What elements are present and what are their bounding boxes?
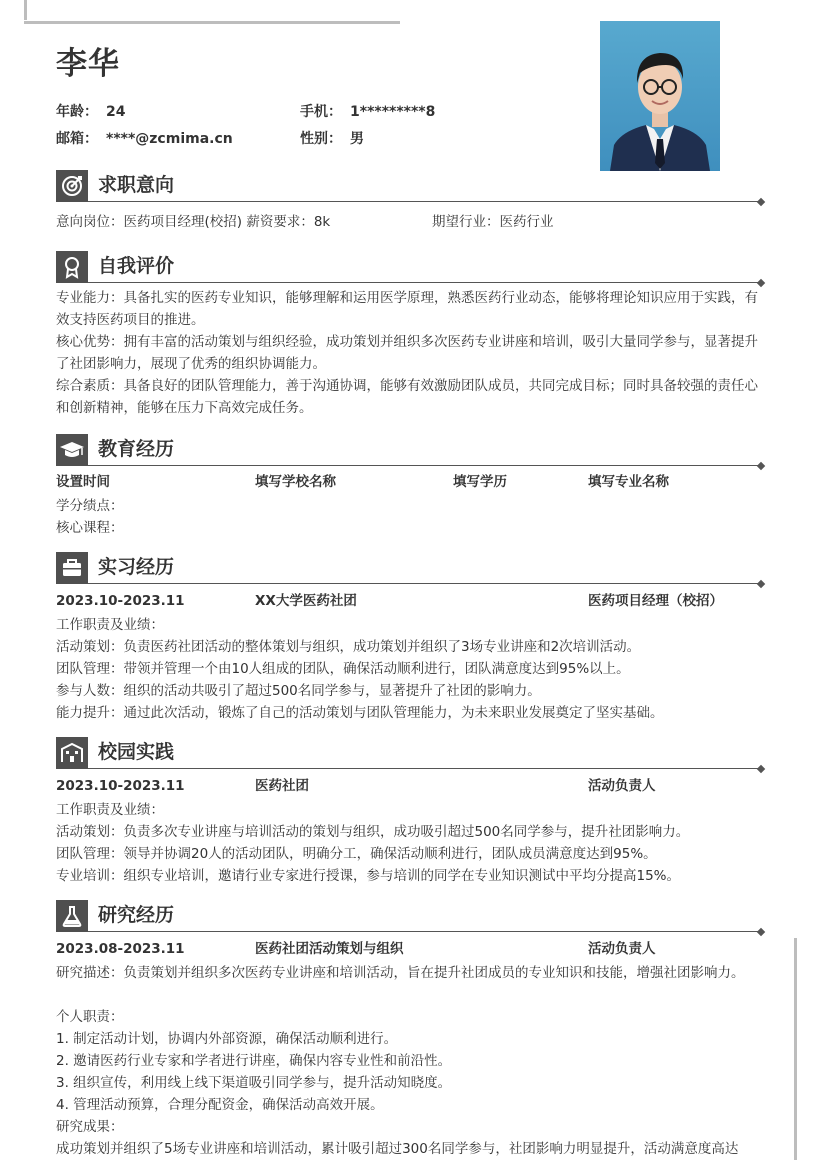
badge-icon bbox=[56, 251, 88, 283]
internship-role: 医药项目经理（校招） bbox=[588, 593, 723, 609]
age-label: 年龄： bbox=[56, 104, 98, 120]
gender-value: 男 bbox=[350, 131, 364, 147]
campus-organization: 医药社团 bbox=[255, 778, 309, 794]
building-icon bbox=[56, 737, 88, 769]
divider-diamond bbox=[757, 279, 765, 287]
section-divider bbox=[88, 201, 759, 202]
target-icon bbox=[56, 170, 88, 202]
education-school: 填写学校名称 bbox=[255, 474, 336, 490]
phone-field bbox=[300, 101, 435, 121]
section-title: 研究经历 bbox=[98, 904, 175, 926]
section-divider bbox=[88, 282, 759, 283]
divider-diamond bbox=[757, 462, 765, 470]
internship-line: 活动策划：负责医药社团活动的整体策划与组织，成功策划并组织了3场专业讲座和2次培训活动。 bbox=[56, 639, 641, 655]
campus-period: 2023.10-2023.11 bbox=[56, 778, 185, 794]
internship-line: 工作职责及业绩： bbox=[56, 617, 164, 633]
section-divider bbox=[88, 768, 759, 769]
email-field bbox=[56, 128, 233, 148]
research-period: 2023.08-2023.11 bbox=[56, 941, 185, 957]
divider-diamond bbox=[757, 580, 765, 588]
campus-line: 专业培训：组织专业培训，邀请行业专家进行授课，参与培训的同学在专业知识测试中平均分提高15%。 bbox=[56, 868, 681, 884]
research-line: 研究成果： bbox=[56, 1119, 124, 1135]
internship-line: 能力提升：通过此次活动，锻炼了自己的活动策划与团队管理能力，为未来职业发展奠定了坚实基础。 bbox=[56, 705, 664, 721]
self-eval-quality: 综合素质：具备良好的团队管理能力，善于沟通协调，能够有效激励团队成员，共同完成目标；同时具备较强的责任心和创新精神，能够在压力下高效完成任务。 bbox=[56, 378, 758, 416]
profile-photo bbox=[600, 21, 720, 171]
campus-role: 活动负责人 bbox=[588, 778, 656, 794]
campus-line: 工作职责及业绩： bbox=[56, 802, 164, 818]
gender-label: 性别： bbox=[300, 131, 342, 147]
education-time: 设置时间 bbox=[56, 474, 110, 490]
internship-line: 参与人数：组织的活动共吸引了超过500名同学参与，显著提升了社团的影响力。 bbox=[56, 683, 541, 699]
age-value: 24 bbox=[106, 104, 126, 120]
intent-industry: 期望行业：医药行业 bbox=[432, 214, 554, 230]
decorative-line-vertical bbox=[24, 0, 27, 20]
section-header-self-evaluation bbox=[56, 251, 765, 283]
research-role: 活动负责人 bbox=[588, 941, 656, 957]
section-header-internship bbox=[56, 552, 765, 584]
section-header-job-intent bbox=[56, 170, 765, 202]
divider-diamond bbox=[757, 765, 765, 773]
divider-diamond bbox=[757, 198, 765, 206]
section-divider bbox=[88, 931, 759, 932]
phone-value: 1*********8 bbox=[350, 104, 436, 120]
section-header-education bbox=[56, 434, 765, 466]
education-degree: 填写学历 bbox=[453, 474, 507, 490]
self-eval-strengths: 核心优势：拥有丰富的活动策划与组织经验，成功策划并组织多次医药专业讲座和培训，吸引大量同学参与，显著提升了社团影响力，展现了优秀的组织协调能力。 bbox=[56, 334, 758, 372]
intent-position-salary: 意向岗位：医药项目经理(校招) 薪资要求：8k bbox=[56, 214, 331, 230]
internship-organization: XX大学医药社团 bbox=[255, 593, 357, 609]
section-title: 教育经历 bbox=[98, 438, 175, 460]
section-divider bbox=[88, 465, 759, 466]
self-eval-professional: 专业能力：具备扎实的医药专业知识，能够理解和运用医学原理，熟悉医药行业动态，能够将理论知识应用于实践，有效支持医药项目的推进。 bbox=[56, 290, 758, 328]
candidate-name: 李华 bbox=[56, 46, 120, 82]
section-title: 求职意向 bbox=[98, 174, 175, 196]
research-line: 2. 邀请医药行业专家和学者进行讲座，确保内容专业性和前沿性。 bbox=[56, 1053, 452, 1069]
research-project: 医药社团活动策划与组织 bbox=[255, 941, 404, 957]
research-line: 1. 制定活动计划，协调内外部资源，确保活动顺利进行。 bbox=[56, 1031, 398, 1047]
gender-field bbox=[300, 128, 364, 148]
section-header-campus bbox=[56, 737, 765, 769]
decorative-line-right bbox=[794, 938, 797, 1160]
briefcase-icon bbox=[56, 552, 88, 584]
section-title: 自我评价 bbox=[98, 255, 175, 277]
education-courses: 核心课程： bbox=[56, 520, 124, 536]
divider-diamond bbox=[757, 928, 765, 936]
flask-icon bbox=[56, 900, 88, 932]
section-header-research bbox=[56, 900, 765, 932]
section-title: 校园实践 bbox=[98, 741, 175, 763]
research-line: 3. 组织宣传，利用线上线下渠道吸引同学参与，提升活动知晓度。 bbox=[56, 1075, 452, 1091]
campus-line: 团队管理：领导并协调20人的活动团队，明确分工，确保活动顺利进行，团队成员满意度达到95%。 bbox=[56, 846, 657, 862]
graduation-cap-icon bbox=[56, 434, 88, 466]
research-line: 个人职责： bbox=[56, 1009, 124, 1025]
decorative-line-horizontal bbox=[24, 21, 400, 24]
research-line: 4. 管理活动预算，合理分配资金，确保活动高效开展。 bbox=[56, 1097, 384, 1113]
internship-period: 2023.10-2023.11 bbox=[56, 593, 185, 609]
email-value: ****@zcmima.cn bbox=[106, 131, 233, 147]
email-label: 邮箱： bbox=[56, 131, 98, 147]
section-title: 实习经历 bbox=[98, 556, 175, 578]
internship-line: 团队管理：带领并管理一个由10人组成的团队，确保活动顺利进行，团队满意度达到95%以上。 bbox=[56, 661, 630, 677]
section-divider bbox=[88, 583, 759, 584]
research-line: 成功策划并组织了5场专业讲座和培训活动，累计吸引超过300名同学参与，社团影响力明显提升，活动满意度高达 bbox=[56, 1141, 739, 1157]
campus-line: 活动策划：负责多次专业讲座与培训活动的策划与组织，成功吸引超过500名同学参与，提升社团影响力。 bbox=[56, 824, 690, 840]
age-field bbox=[56, 101, 125, 121]
phone-label: 手机： bbox=[300, 104, 342, 120]
education-gpa: 学分绩点： bbox=[56, 498, 124, 514]
education-major: 填写专业名称 bbox=[588, 474, 669, 490]
research-description: 研究描述：负责策划并组织多次医药专业讲座和培训活动，旨在提升社团成员的专业知识和技能，增强社团影响力。 bbox=[56, 965, 745, 981]
